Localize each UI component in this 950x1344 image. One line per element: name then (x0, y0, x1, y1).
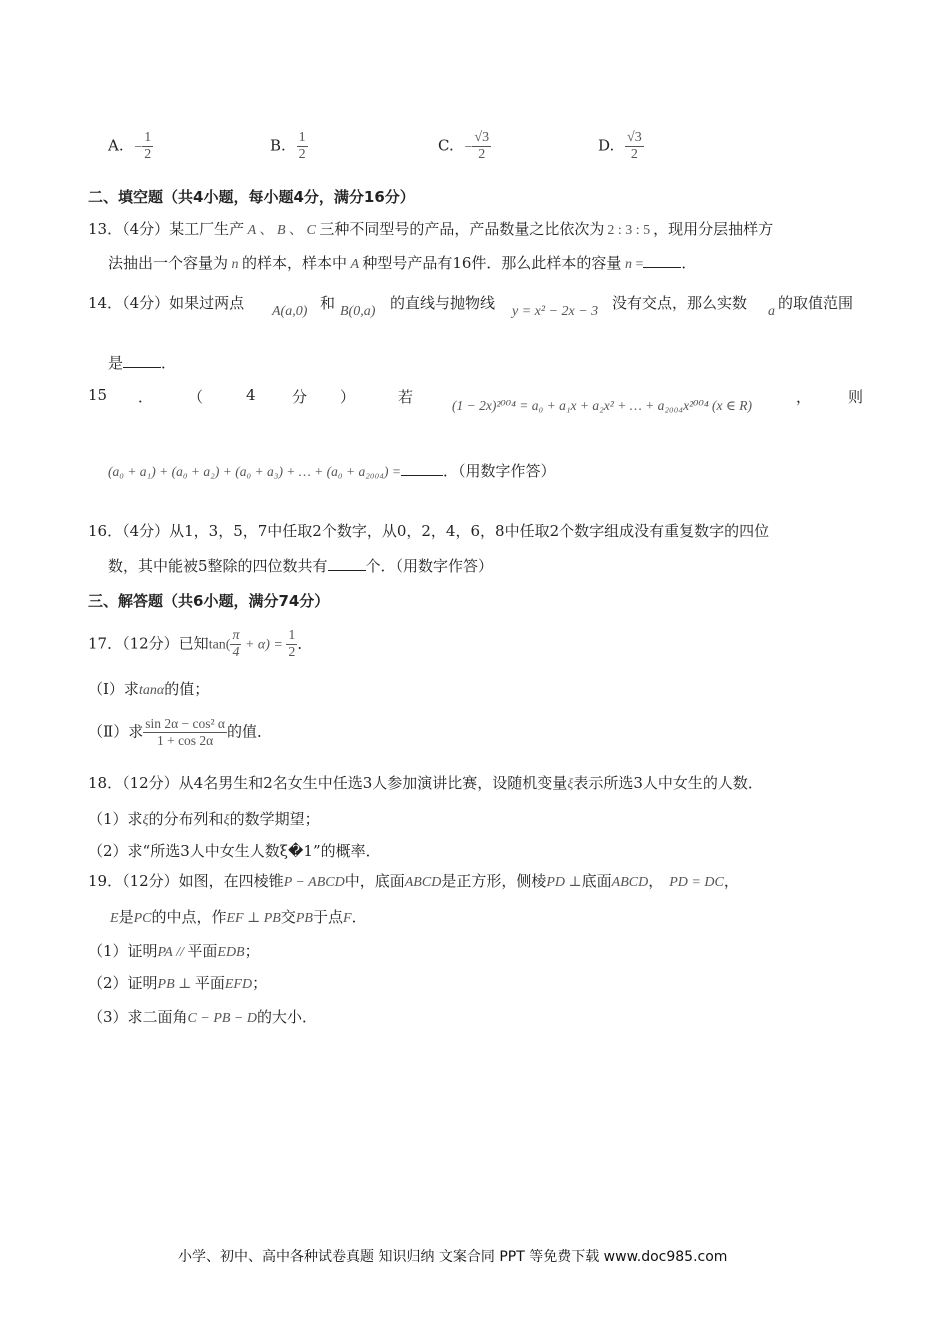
q15-lparen: （ (188, 388, 204, 406)
question-14-line-1: 14．（4分）如果过两点 (88, 294, 245, 312)
q15-ruo: 若 (398, 388, 414, 406)
q15-ze: 则 (848, 388, 864, 406)
choice-d: D. $\frac{√3}{2}$ (598, 130, 642, 162)
q15-comma: ， (796, 388, 812, 406)
question-18-line-1: 18．（12分）从4名男生和2名女生中任选3人参加演讲比赛，设随机变量ξ表示所选3人中女生的人数． (88, 774, 763, 792)
binomial-expansion: (1 − 2x)²⁰⁰⁴ = a₀ + a₁x + a₂x² + … + a₂₀₀₄x²⁰⁰⁴ (x ∈ R) (452, 398, 752, 413)
question-16-line-1: 16．（4分）从1，3，5，7中任取2个数字，从0，2，4，6，8中任取2个数字组成没有重复数字的四位 (88, 522, 770, 540)
question-19-line-2: E是PC的中点，作EF ⊥ PB交PB于点F． (110, 908, 367, 926)
parabola: y = x² − 2x − 3 (512, 304, 599, 319)
point-b: B(0,a) (340, 304, 376, 319)
q15-dot: ． (138, 388, 154, 406)
q15-rparen: ） (340, 388, 356, 406)
question-19-part-3: （3）求二面角C − PB − D的大小． (88, 1008, 318, 1026)
question-13-line-2: 法抽出一个容量为 n 的样本，样本中 A 种型号产品有16件．那么此样本的容量 n = ． (108, 254, 697, 272)
question-18-part-2: （2）求“所选3人中女生人数ξ�1”的概率． (88, 842, 381, 860)
answer-blank (643, 255, 681, 268)
question-17: 17．（12分）已知tan( $\frac{\pi}{4}$ + α) = $\frac{1}{2}$ ． (88, 628, 313, 660)
question-13-line-1: 13．（4分）某工厂生产 A 、 B 、 C 三种不同型号的产品，产品数量之比依次为 2 : 3 : 5 ，现用分层抽样方 (88, 220, 774, 238)
section-2-title: 二、填空题（共4小题，每小题4分，满分16分） (88, 188, 415, 206)
question-19-line-1: 19．（12分）如图，在四棱锥P − ABCD中，底面ABCD是正方形，侧棱PD ⊥底面ABCD， PD = DC， (88, 872, 739, 890)
choice-b: B. $\frac{1}{2}$ (270, 130, 306, 162)
question-16-line-2: 数，其中能被5整除的四位数共有 个．（用数字作答） (108, 557, 494, 575)
choice-a: A. − $\frac{1}{2}$ (108, 130, 152, 162)
point-a: A(a,0) (272, 304, 308, 319)
question-18-part-1: （1）求ξ的分布列和ξ的数学期望； (88, 810, 320, 828)
page-footer: 小学、初中、高中各种试卷真题 知识归纳 文案合同 PPT 等免费下载 www.doc985.com (178, 1249, 728, 1265)
var-a: a (768, 304, 775, 319)
question-19-part-2: （2）证明PB ⊥ 平面EFD； (88, 974, 268, 992)
answer-blank (401, 463, 443, 476)
question-19-part-1: （1）证明PA // 平面EDB； (88, 942, 260, 960)
question-14-line-2: 是 ． (108, 354, 177, 372)
and-text: 和 (320, 294, 336, 312)
question-17-part-1: （Ⅰ）求tanα的值； (88, 680, 210, 698)
q15-fen: 分 (292, 388, 308, 406)
answer-blank (328, 558, 366, 571)
q15-number: 15 (88, 386, 108, 404)
answer-blank (123, 355, 161, 368)
q14-text-c: 没有交点，那么实数 (612, 294, 748, 312)
choice-c: C. − $\frac{√3}{2}$ (438, 130, 490, 162)
question-17-part-2: （Ⅱ）求 $\frac{\text{sin 2α − cos² α}}{1 + \cos 2\alpha}$ 的值． (88, 716, 273, 748)
section-3-title: 三、解答题（共6小题，满分74分） (88, 592, 330, 610)
q15-score: 4 (246, 386, 256, 404)
q14-text-d: 的取值范围 (778, 294, 854, 312)
q14-text-b: 的直线与抛物线 (390, 294, 496, 312)
question-15-line-2: (a₀ + a₁) + (a₀ + a₂) + (a₀ + a₃) + … + (a₀ + a₂₀₀₄) = ．（用数字作答） (108, 462, 556, 480)
